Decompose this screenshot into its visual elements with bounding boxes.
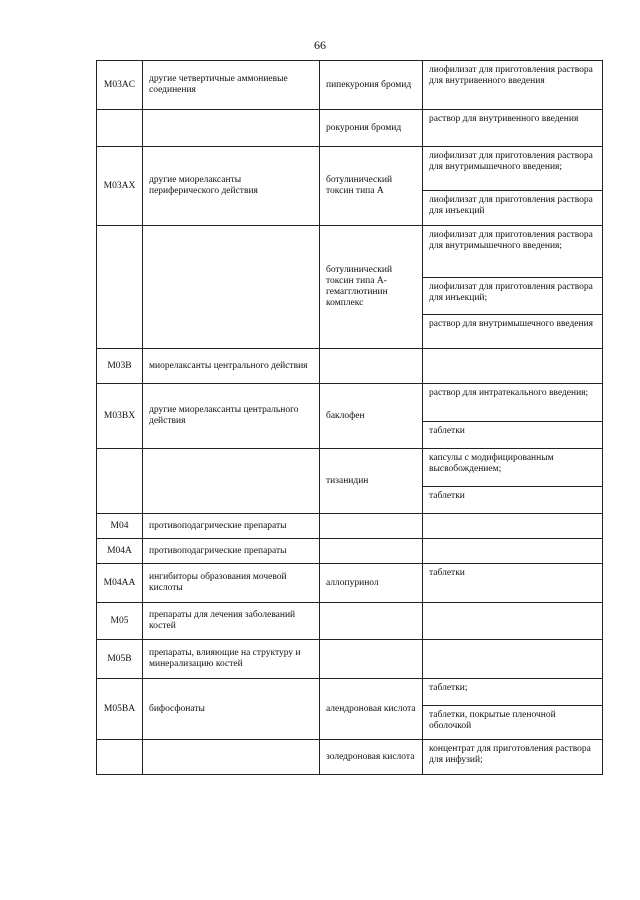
atc-code-text	[97, 754, 142, 760]
drug-name	[320, 226, 423, 349]
drug-name	[320, 110, 423, 147]
drug-name-text	[320, 548, 422, 554]
group-name-text: противоподагрические препараты	[149, 520, 287, 531]
dosage-form	[423, 603, 434, 610]
dosage-forms	[423, 640, 603, 679]
group-name	[143, 449, 320, 514]
dosage-form-cell	[423, 190, 602, 225]
drug-name	[320, 61, 423, 110]
group-name	[143, 514, 320, 539]
drug-name	[320, 740, 423, 775]
drug-name-text: аллопуринол	[326, 577, 379, 588]
dosage-form-cell	[423, 539, 602, 563]
group-name	[143, 640, 320, 679]
dosage-form	[423, 539, 434, 546]
drug-name-text	[320, 363, 422, 369]
dosage-form-cell	[423, 226, 602, 277]
dosage-form-cell	[423, 449, 602, 486]
drug-name	[320, 640, 423, 679]
dosage-forms	[423, 147, 603, 226]
drug-name-text: алендроновая кислота	[326, 703, 416, 714]
atc-code-text: M04AA	[103, 577, 136, 588]
group-name	[143, 740, 320, 775]
group-name-text: препараты для лечения заболеваний костей	[149, 610, 296, 631]
atc-code	[97, 564, 143, 603]
table-row	[97, 640, 603, 679]
dosage-form-cell	[423, 705, 602, 739]
page-number: 66	[314, 38, 326, 52]
table-row	[97, 603, 603, 640]
table-row	[97, 539, 603, 564]
group-name-text	[143, 284, 319, 290]
dosage-form	[423, 514, 434, 521]
table-row	[97, 514, 603, 539]
dosage-form-cell	[423, 349, 602, 383]
dosage-form: таблетки	[429, 426, 465, 437]
dosage-form-cell	[423, 147, 602, 190]
dosage-form: лиофилизат для приготовления раствора для инъекций	[429, 195, 593, 217]
atc-code-text: M05BA	[103, 703, 136, 714]
group-name-text	[143, 754, 319, 760]
atc-code-text: M03AX	[103, 180, 136, 191]
atc-code	[97, 740, 143, 775]
drug-name-text	[320, 656, 422, 662]
dosage-form: раствор для интратекального введения;	[429, 388, 589, 398]
drug-name	[320, 349, 423, 384]
dosage-form-cell	[423, 640, 602, 678]
atc-code-text: M04	[110, 520, 129, 531]
atc-code	[97, 679, 143, 740]
drug-name	[320, 384, 423, 449]
dosage-form	[423, 640, 434, 647]
dosage-form-cell	[423, 740, 602, 774]
table-row	[97, 226, 603, 349]
dosage-form: капсулы с модифицированным высвобождением;	[429, 453, 554, 474]
dosage-forms	[423, 564, 603, 603]
atc-code-text: M05B	[107, 653, 132, 664]
drug-name-text: ботулинический токсин типа А-гемагглютинин комплекс	[326, 265, 393, 308]
drug-name-text: баклофен	[326, 410, 365, 421]
table-row	[97, 449, 603, 514]
atc-code-text	[97, 284, 142, 290]
dosage-form-cell	[423, 277, 602, 313]
group-name	[143, 603, 320, 640]
dosage-form: лиофилизат для приготовления раствора для внутримышечного введения;	[429, 230, 593, 251]
table-row	[97, 349, 603, 384]
group-name	[143, 384, 320, 449]
group-name-text: другие миорелаксанты центрального действия	[149, 405, 299, 426]
atc-code	[97, 147, 143, 226]
group-name	[143, 147, 320, 226]
table-row	[97, 61, 603, 110]
atc-code	[97, 539, 143, 564]
table-row	[97, 740, 603, 775]
drug-table	[96, 60, 603, 775]
drug-name-text: рокурония бромид	[326, 122, 402, 133]
atc-code	[97, 61, 143, 110]
dosage-form-cell	[423, 486, 602, 513]
dosage-form: лиофилизат для приготовления раствора для инъекций;	[429, 282, 593, 304]
dosage-form-cell	[423, 110, 602, 146]
dosage-form: лиофилизат для приготовления раствора для внутривенного введения	[429, 65, 593, 86]
dosage-forms	[423, 679, 603, 740]
dosage-form: таблетки	[429, 491, 465, 502]
dosage-form-cell	[423, 61, 602, 109]
atc-code	[97, 384, 143, 449]
atc-code	[97, 449, 143, 514]
dosage-forms	[423, 61, 603, 110]
group-name-text: препараты, влияющие на структуру и минерализацию костей	[149, 648, 301, 669]
dosage-form: таблетки, покрытые пленочной оболочкой	[429, 709, 556, 731]
drug-name-text	[320, 618, 422, 624]
drug-name	[320, 679, 423, 740]
group-name	[143, 349, 320, 384]
drug-name-text: золедроновая кислота	[326, 751, 415, 762]
group-name	[143, 110, 320, 147]
drug-name	[320, 603, 423, 640]
atc-code-text: M05	[110, 615, 129, 626]
group-name	[143, 226, 320, 349]
drug-name	[320, 539, 423, 564]
group-name-text: бифосфонаты	[149, 703, 205, 714]
drug-name	[320, 147, 423, 226]
dosage-forms	[423, 449, 603, 514]
drug-name-text: тизанидин	[326, 475, 369, 486]
table-row	[97, 110, 603, 147]
group-name-text	[143, 125, 319, 131]
atc-code	[97, 603, 143, 640]
dosage-forms	[423, 349, 603, 384]
drug-name	[320, 449, 423, 514]
group-name	[143, 61, 320, 110]
dosage-forms	[423, 740, 603, 775]
atc-code	[97, 226, 143, 349]
dosage-form: раствор для внутримышечного введения	[429, 318, 594, 329]
group-name-text: другие миорелаксанты периферического действия	[149, 175, 258, 196]
drug-name-text	[320, 523, 422, 529]
atc-code	[97, 110, 143, 147]
atc-code	[97, 640, 143, 679]
dosage-form	[423, 349, 434, 356]
drug-name	[320, 514, 423, 539]
atc-code-text	[97, 125, 142, 131]
dosage-forms	[423, 226, 603, 349]
dosage-form: таблетки	[429, 568, 465, 578]
dosage-form: лиофилизат для приготовления раствора для внутримышечного введения;	[429, 151, 593, 172]
group-name	[143, 539, 320, 564]
atc-code-text: M03BX	[103, 410, 136, 421]
table-row	[97, 147, 603, 226]
dosage-form-cell	[423, 564, 602, 602]
atc-code-text	[97, 478, 142, 484]
group-name-text: противоподагрические препараты	[149, 545, 287, 556]
dosage-forms	[423, 539, 603, 564]
drug-name-text: ботулинический токсин типа А	[326, 175, 393, 196]
table-row	[97, 679, 603, 740]
dosage-form-cell	[423, 514, 602, 538]
drug-table-body	[97, 61, 603, 775]
dosage-forms	[423, 603, 603, 640]
group-name	[143, 679, 320, 740]
atc-code-text: M04A	[107, 545, 132, 556]
dosage-forms	[423, 384, 603, 449]
group-name-text	[143, 478, 319, 484]
dosage-form: концентрат для приготовления раствора для инфузий;	[429, 744, 591, 765]
dosage-form-cell	[423, 384, 602, 421]
drug-name-text: пипекурония бромид	[326, 79, 412, 90]
dosage-forms	[423, 514, 603, 539]
atc-code	[97, 349, 143, 384]
group-name	[143, 564, 320, 603]
table-row	[97, 564, 603, 603]
dosage-form-cell	[423, 679, 602, 705]
atc-code	[97, 514, 143, 539]
group-name-text: ингибиторы образования мочевой кислоты	[149, 572, 287, 593]
group-name-text: миорелаксанты центрального действия	[149, 360, 308, 371]
dosage-forms	[423, 110, 603, 147]
drug-name	[320, 564, 423, 603]
dosage-form: таблетки;	[429, 683, 468, 693]
group-name-text: другие четвертичные аммониевые соединения	[149, 74, 288, 95]
atc-code-text: M03AC	[103, 79, 136, 90]
dosage-form-cell	[423, 603, 602, 639]
atc-code-text: M03B	[107, 360, 132, 371]
table-row	[97, 384, 603, 449]
dosage-form: раствор для внутривенного введения	[429, 114, 579, 124]
dosage-form-cell	[423, 314, 602, 348]
dosage-form-cell	[423, 421, 602, 448]
